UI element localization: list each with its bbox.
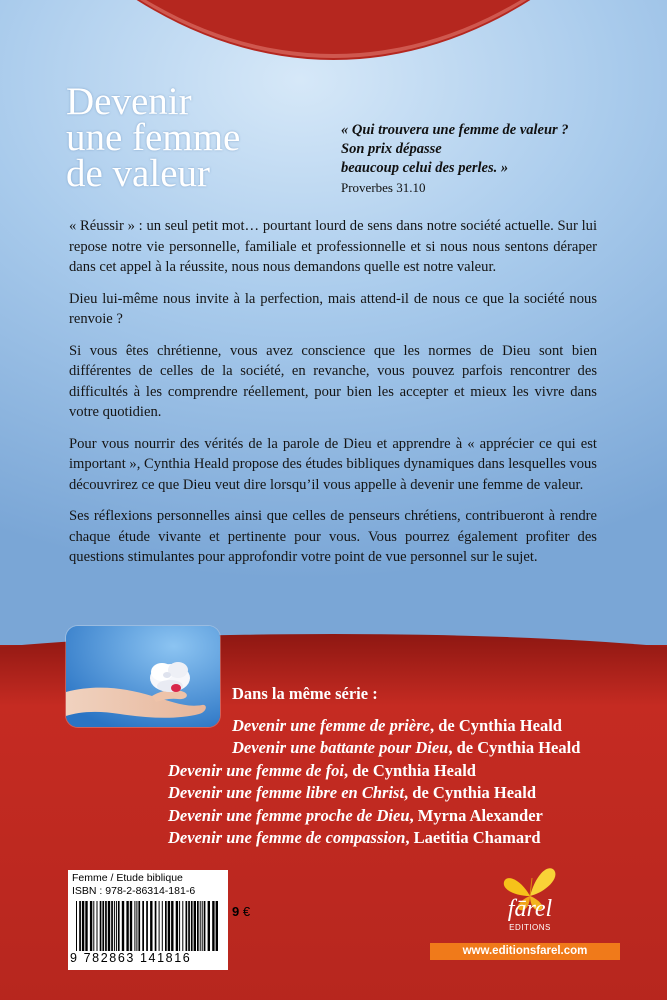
barcode-bar [130, 901, 132, 951]
barcode-bar [191, 901, 193, 951]
barcode-bar [93, 901, 94, 951]
barcode-bar [122, 901, 124, 951]
barcode-bar [79, 901, 81, 951]
barcode-bar [116, 901, 117, 951]
barcode-bar [126, 901, 128, 951]
blurb-paragraph: Ses réflexions personnelles ainsi que celles de penseurs chrétiens, contribueront à rendre chaque étude vivante et pertinente pour vous. Vous pourrez également profiter des questions stimulantes pour approfondir votre point de vue personnel sur le sujet. [69, 508, 597, 565]
barcode-bar [138, 901, 140, 951]
quote-line: Son prix dépasse [341, 141, 442, 157]
barcode-bar [165, 901, 167, 951]
genre-label: Femme / Etude biblique [72, 872, 183, 884]
barcode-bar [179, 901, 180, 951]
barcode-bar [136, 901, 137, 951]
barcode-bar [182, 901, 183, 951]
series-book-title: Devenir une femme de prière [232, 715, 430, 735]
series-book [168, 805, 638, 828]
publisher-name: fārel [507, 896, 553, 922]
publisher-sub: EDITIONS [509, 923, 551, 932]
barcode-bar [197, 901, 199, 951]
book-title [66, 80, 241, 195]
barcode-bar [100, 901, 102, 951]
series-book-author: , de Cynthia Heald [448, 738, 581, 757]
barcode-bar [111, 901, 113, 951]
barcode-bar [85, 901, 87, 951]
barcode-bar [134, 901, 135, 951]
series-book-title: Devenir une femme de compassion [168, 828, 406, 847]
barcode-bar [212, 901, 214, 951]
blurb-paragraph: Dieu lui-même nous invite à la perfection, mais attend-il de nous ce que la société nous renvoie ? [69, 290, 597, 327]
series-book [168, 737, 638, 760]
barcode-bar [114, 901, 115, 951]
barcode-bar [176, 901, 178, 951]
series-book-author: , Laetitia Chamard [405, 828, 541, 847]
title-line: de valeur [66, 152, 211, 195]
series-book-title: Devenir une femme proche de Dieu [168, 805, 410, 825]
barcode-bar [162, 901, 163, 951]
barcode-bar [105, 901, 107, 951]
barcode-bar [142, 901, 144, 951]
series-book-author: , de Cynthia Heald [343, 760, 476, 780]
barcode-bar [97, 901, 98, 951]
barcode-bar [76, 901, 77, 951]
barcode-bar [188, 901, 190, 951]
top-band-highlight [0, 0, 667, 58]
barcode-bar [202, 901, 203, 951]
barcode-bar [90, 901, 92, 951]
barcode-bar [200, 901, 201, 951]
barcode-bar [102, 901, 104, 951]
barcode-bar [150, 901, 152, 951]
series-book-author: , Myrna Alexander [409, 805, 543, 825]
barcode-bar [204, 901, 206, 951]
barcode-bar [194, 901, 196, 951]
barcode-bars [74, 901, 222, 951]
series-book-author: , de Cynthia Heald [429, 715, 562, 735]
series-book [168, 760, 638, 783]
series-book [168, 782, 638, 805]
series-book-title: Devenir une battante pour Dieu [232, 738, 449, 757]
quote-source: Proverbes 31.10 [341, 180, 426, 195]
series-book-title: Devenir une femme libre en Christ [168, 783, 405, 802]
series-book [168, 827, 638, 850]
blurb-paragraph: « Réussir » : un seul petit mot… pourtant lourd de sens dans notre société actuelle. Sur lui repose notre vie personnelle, familiale et professionnelle et si nous nous sentons déraper dans cet appel à la réussite, nous nous demandons quelle est notre valeur. [69, 218, 597, 275]
barcode-bar [108, 901, 110, 951]
blurb-paragraph: Pour vous nourrir des vérités de la parole de Dieu et apprendre à « apprécier ce qui est important », Cynthia Heald propose des études bibliques dynamiques dans lesquelles vous découvrirez ce que Dieu veut dire lorsqu’il vous appelle à devenir une femme de valeur. [69, 435, 597, 493]
price-currency: € [242, 904, 251, 919]
price [232, 904, 250, 919]
barcode-label [68, 870, 228, 970]
barcode-bar [155, 901, 157, 951]
blurb-paragraph: Si vous êtes chrétienne, vous avez conscience que les normes de Dieu sont bien différentes de celles de la société, en revanche, vous pouvez parfois rencontrer des difficultés à les comprendre réellement, pour bien les accepter et mieux les vivre dans votre quotidien. [69, 342, 597, 420]
blurb [69, 216, 597, 579]
series-book [168, 715, 638, 738]
barcode-bar [186, 901, 188, 951]
barcode-bar [216, 901, 218, 951]
epigraph-quote [341, 121, 641, 197]
barcode-digits: 9 782863 141816 [70, 951, 192, 965]
barcode-bar [171, 901, 173, 951]
barcode-bar [118, 901, 120, 951]
title-line: une femme [66, 116, 241, 159]
barcode-bar [146, 901, 148, 951]
price-amount: 9 [232, 904, 240, 919]
barcode-bar [208, 901, 210, 951]
barcode-bar [168, 901, 170, 951]
barcode-bar [82, 901, 84, 951]
series-heading: Dans la même série : [232, 684, 378, 703]
quote-line: beaucoup celui des perles. » [341, 160, 509, 176]
series-book-author: , de Cynthia Heald [404, 783, 537, 802]
title-line: Devenir [66, 80, 192, 123]
barcode-bar [159, 901, 160, 951]
publisher-url[interactable]: www.editionsfarel.com [430, 943, 620, 960]
series-book-title: Devenir une femme de foi [168, 760, 344, 780]
quote-line: « Qui trouvera une femme de valeur ? [341, 122, 569, 138]
isbn-label: ISBN : 978-2-86314-181-6 [72, 885, 196, 897]
series-list [168, 683, 638, 850]
